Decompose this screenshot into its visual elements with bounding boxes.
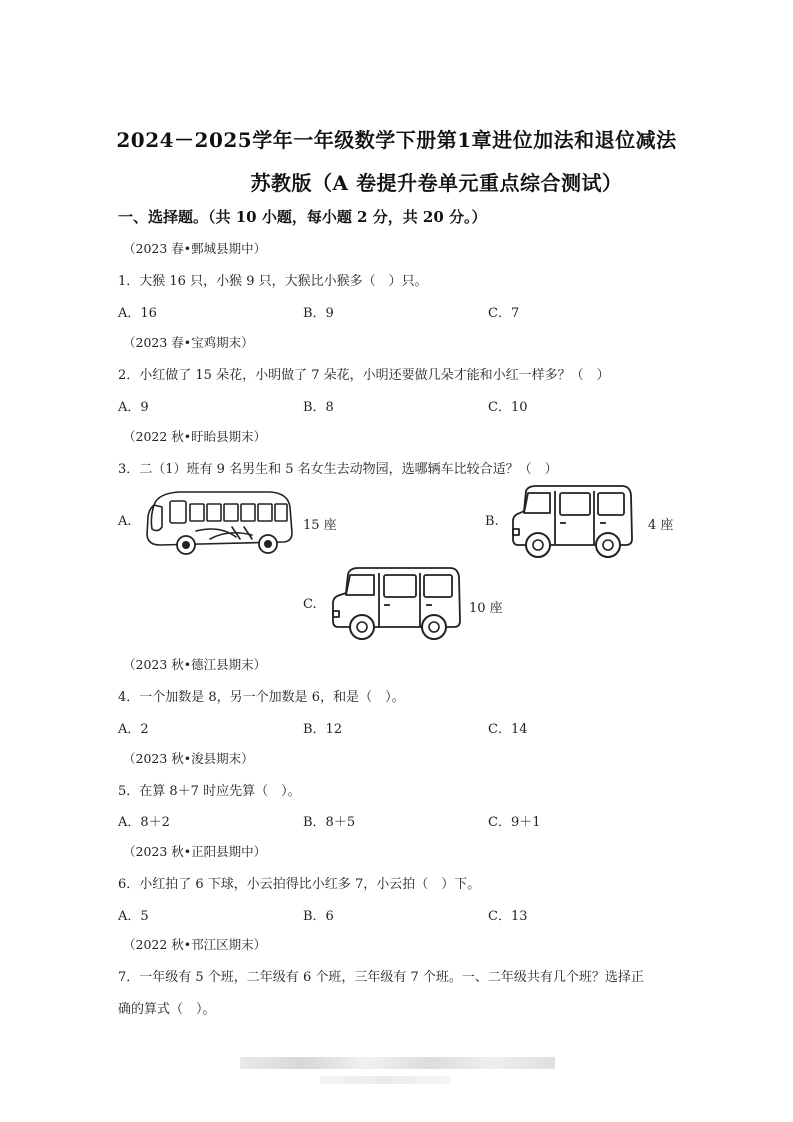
option-c: C．14 (488, 722, 528, 737)
option-a: A．9 (118, 400, 149, 415)
question-text: 6．小红拍了 6 下球，小云拍得比小红多 7，小云拍（ ）下。 (118, 877, 481, 892)
question-source: （2022 秋•盱眙县期末） (123, 429, 267, 444)
question-source: （2023 秋•德江县期末） (123, 657, 267, 672)
vehicle-c-letter: C. (303, 597, 317, 612)
worksheet-title-line2: 苏教版（A 卷提升卷单元重点综合测试） (250, 171, 623, 195)
option-c: C．13 (488, 909, 528, 924)
option-a: A．5 (118, 909, 149, 924)
question-source: （2023 秋•浚县期末） (123, 751, 254, 766)
option-a: A．8＋2 (118, 815, 170, 830)
bus-icon (140, 487, 295, 559)
question-text: 1．大猴 16 只，小猴 9 只，大猴比小猴多（ ）只。 (118, 274, 428, 289)
option-c: C．9＋1 (488, 815, 541, 830)
vehicle-a-letter: A. (118, 514, 132, 529)
question-text-line2: 确的算式（ ）。 (118, 1002, 216, 1017)
vehicle-b-letter: B. (485, 514, 499, 529)
question-text-line1: 7．一年级有 5 个班，二年级有 6 个班，三年级有 7 个班。一、二年级共有几个班？选择正 (118, 970, 644, 985)
option-a: A．2 (118, 722, 149, 737)
option-b: B．9 (303, 306, 334, 321)
question-source: （2022 秋•邗江区期末） (123, 937, 267, 952)
blurred-footer-watermark-small (320, 1076, 450, 1084)
section-heading: 一、选择题。（共 10 小题，每小题 2 分，共 20 分。） (118, 208, 487, 226)
option-b: B．8 (303, 400, 334, 415)
question-text: 4．一个加数是 8，另一个加数是 6，和是（ ）。 (118, 690, 405, 705)
question-text: 2．小红做了 15 朵花，小明做了 7 朵花，小明还要做几朵才能和小红一样多？（ ） (118, 368, 610, 383)
option-b: B．6 (303, 909, 334, 924)
option-c: C．7 (488, 306, 520, 321)
question-source: （2023 秋•正阳县期中） (123, 844, 267, 859)
blurred-footer-watermark (240, 1057, 555, 1069)
option-a: A．16 (118, 306, 157, 321)
option-b: B．12 (303, 722, 343, 737)
vehicle-c-seats: 10 座 (469, 601, 503, 616)
vehicle-b-seats: 4 座 (648, 518, 674, 533)
vehicle-a-seats: 15 座 (303, 518, 337, 533)
question-source: （2023 春•鄄城县期中） (123, 241, 267, 256)
option-c: C．10 (488, 400, 528, 415)
question-text: 5．在算 8＋7 时应先算（ ）。 (118, 784, 301, 799)
option-b: B．8＋5 (303, 815, 356, 830)
minibus-icon (330, 565, 465, 643)
small-van-icon (510, 483, 640, 561)
worksheet-title-line1: 2024－2025学年一年级数学下册第1章进位加法和退位减法 (116, 128, 677, 152)
question-source: （2023 春•宝鸡期末） (123, 335, 254, 350)
question-text: 3．二（1）班有 9 名男生和 5 名女生去动物园，选哪辆车比较合适？（ ） (118, 462, 558, 477)
